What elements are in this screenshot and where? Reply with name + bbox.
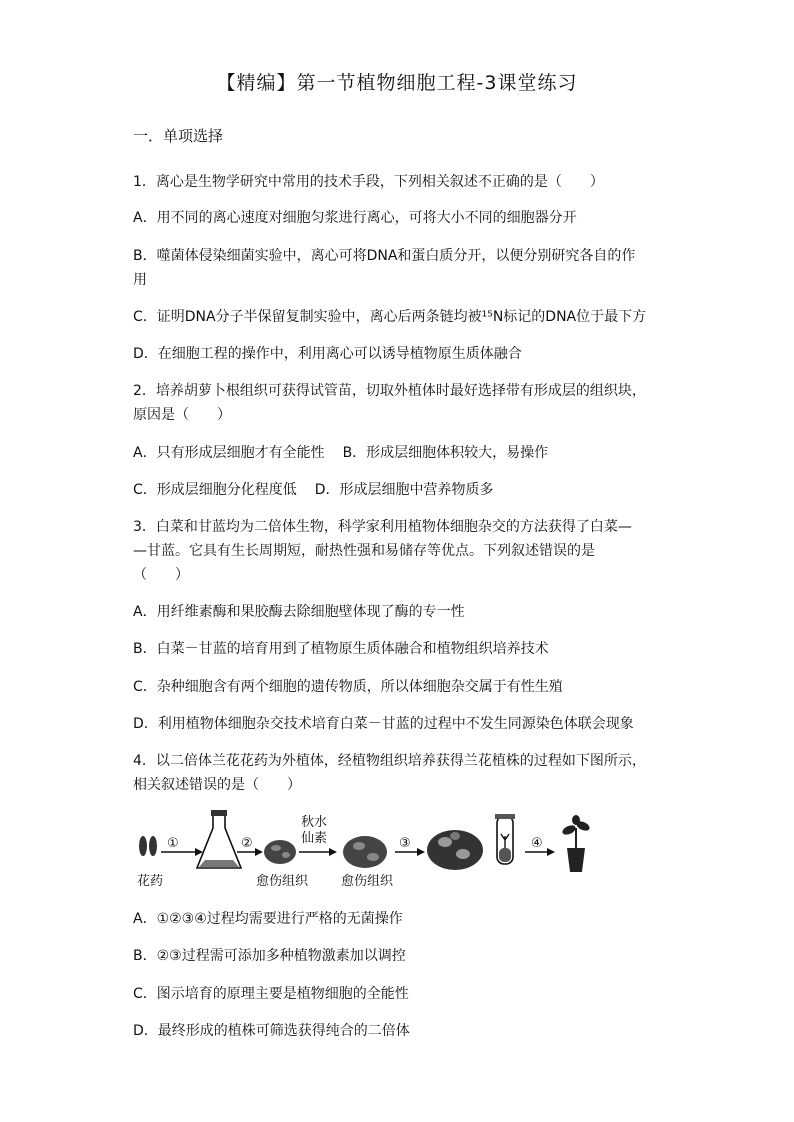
q1-option-b-line2: 用: [133, 272, 147, 288]
q4-option-a: A．①②③④过程均需要进行严格的无菌操作: [133, 911, 403, 927]
arrow-3-head: [417, 848, 425, 856]
q3-stem-line1: 3．白菜和甘蓝均为二倍体生物，科学家利用植物体细胞杂交的方法获得了白菜—: [133, 519, 632, 535]
step-2-label: ②: [241, 836, 253, 851]
callus-label-2: 愈伤组织: [341, 874, 394, 889]
q4-stem-line2: 相关叙述错误的是（ ）: [133, 777, 301, 793]
anther-icon: [139, 836, 157, 856]
section-heading: 一．单项选择: [133, 127, 224, 145]
orchid-culture-diagram: [133, 808, 603, 898]
colchicine-label-line2: 仙素: [301, 831, 328, 846]
q2-stem-line1: 2．培养胡萝卜根组织可获得试管苗，切取外植体时最好选择带有形成层的组织块，: [133, 383, 646, 399]
arrow-colchicine-head: [329, 848, 337, 856]
q2-option-c: C．形成层细胞分化程度低: [133, 482, 297, 498]
step-4-label: ④: [531, 836, 543, 851]
arrow-2-head: [255, 848, 263, 856]
test-tube-icon: [495, 814, 515, 864]
q1-option-d: D．在细胞工程的操作中，利用离心可以诱导植物原生质体融合: [133, 346, 522, 362]
q3-option-d: D．利用植物体细胞杂交技术培育白菜－甘蓝的过程中不发生同源染色体联会现象: [133, 716, 634, 732]
q2-option-b: B．形成层细胞体积较大，易操作: [342, 445, 549, 461]
page-title: 【精编】第一节植物细胞工程-3课堂练习: [216, 72, 578, 94]
q1-stem: 1．离心是生物学研究中常用的技术手段，下列相关叙述不正确的是（ ）: [133, 174, 604, 190]
step-3-label: ③: [399, 836, 411, 851]
callus-small-icon: [264, 840, 296, 864]
shoot-cluster-icon: [427, 830, 483, 870]
step-1-label: ①: [167, 836, 179, 851]
q3-option-a: A．用纤维素酶和果胶酶去除细胞壁体现了酶的专一性: [133, 604, 465, 620]
anther-label: 花药: [137, 874, 164, 889]
q4-option-c: C．图示培育的原理主要是植物细胞的全能性: [133, 986, 409, 1002]
callus-large-icon: [343, 836, 387, 868]
q3-stem-line2: —甘蓝。它具有生长周期短，耐热性强和易储存等优点。下列叙述错误的是: [133, 543, 595, 559]
q4-option-b: B．②③过程需可添加多种植物激素加以调控: [133, 948, 406, 964]
colchicine-label-line1: 秋水: [301, 815, 328, 830]
q2-option-a: A．只有形成层细胞才有全能性: [133, 445, 325, 461]
q1-option-b-line1: B．噬菌体侵染细菌实验中，离心可将DNA和蛋白质分开，以便分别研究各自的作: [133, 248, 636, 264]
q2-option-d: D．形成层细胞中营养物质多: [314, 482, 494, 498]
q4-option-d: D．最终形成的植株可筛选获得纯合的二倍体: [133, 1023, 410, 1039]
q2-stem-line2: 原因是（ ）: [133, 407, 231, 423]
flask-icon: [197, 810, 241, 868]
q1-option-a: A．用不同的离心速度对细胞匀浆进行离心，可将大小不同的细胞器分开: [133, 210, 577, 226]
q2-options-cd: [133, 480, 494, 500]
potted-plant-icon: [561, 815, 591, 872]
arrow-4-head: [547, 848, 555, 856]
callus-label-1: 愈伤组织: [256, 874, 309, 889]
q1-option-c: C．证明DNA分子半保留复制实验中，离心后两条链均被¹⁵N标记的DNA位于最下方: [133, 309, 647, 325]
q4-stem-line1: 4．以二倍体兰花花药为外植体，经植物组织培养获得兰花植株的过程如下图所示，: [133, 753, 646, 769]
q2-options-ab: [133, 443, 548, 463]
q3-option-b: B．白菜－甘蓝的培育用到了植物原生质体融合和植物组织培养技术: [133, 641, 549, 657]
q3-option-c: C．杂种细胞含有两个细胞的遗传物质，所以体细胞杂交属于有性生殖: [133, 679, 563, 695]
q3-stem-line3: （ ）: [133, 567, 189, 583]
